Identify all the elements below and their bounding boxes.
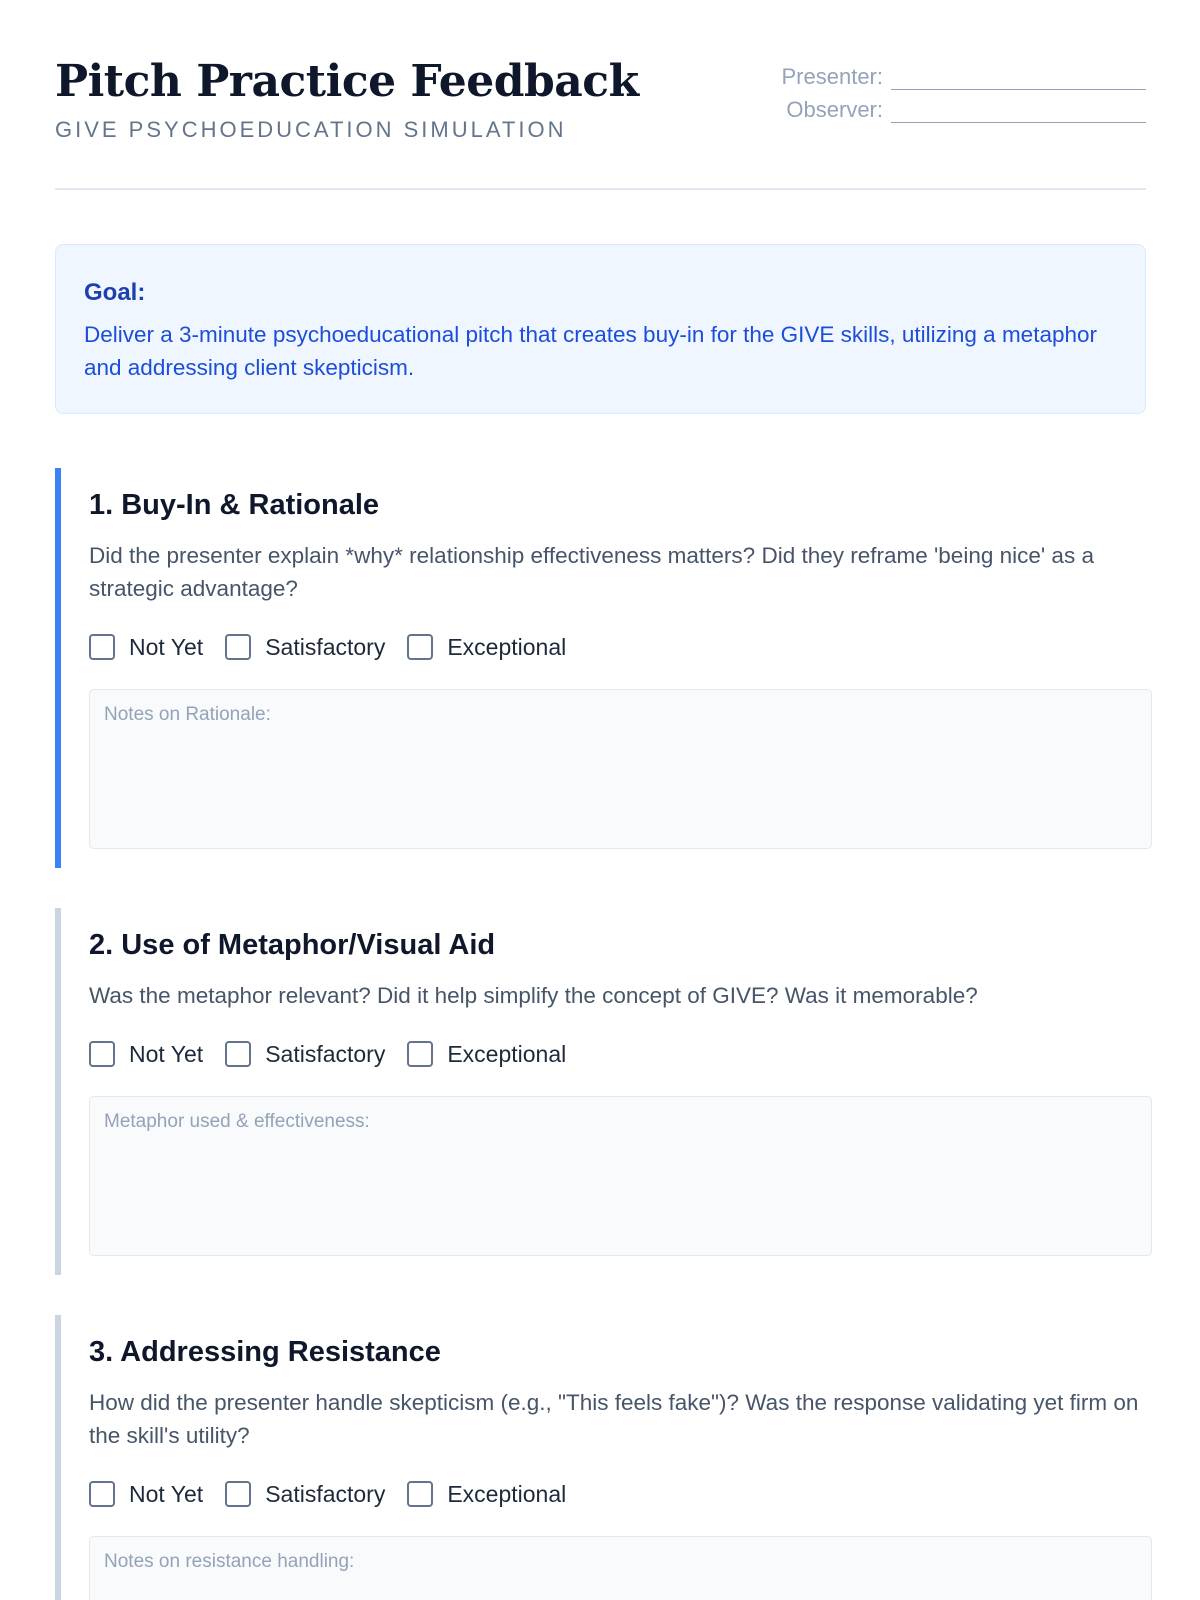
rating-label: Satisfactory — [265, 1040, 386, 1067]
presenter-label: Presenter: — [781, 64, 883, 89]
observer-field[interactable] — [891, 99, 1146, 123]
rating-satisfactory[interactable] — [225, 1041, 385, 1068]
rating-label: Exceptional — [447, 633, 567, 660]
rating-label: Not Yet — [129, 1480, 204, 1507]
meta-fields — [726, 57, 1146, 123]
notes-field[interactable]: Metaphor used & effectiveness: — [89, 1096, 1152, 1256]
notes-field[interactable]: Notes on resistance handling: — [89, 1536, 1152, 1600]
rating-not-yet[interactable] — [89, 1041, 203, 1068]
observer-label: Observer: — [786, 97, 883, 122]
rating-not-yet[interactable] — [89, 1481, 203, 1508]
observer-row — [726, 90, 1146, 123]
section-buy-in — [55, 468, 1146, 868]
rating-label: Not Yet — [129, 1040, 204, 1067]
rating-group — [89, 1038, 1146, 1070]
rating-group — [89, 1478, 1146, 1510]
rating-group — [89, 631, 1146, 663]
rating-label: Exceptional — [447, 1040, 567, 1067]
rating-satisfactory[interactable] — [225, 1481, 385, 1508]
rating-exceptional[interactable] — [407, 1041, 566, 1068]
checkbox[interactable] — [89, 1041, 115, 1067]
section-title: 3. Addressing Resistance — [89, 1336, 441, 1368]
section-title: 1. Buy-In & Rationale — [89, 489, 380, 521]
checkbox[interactable] — [407, 1481, 433, 1507]
rating-label: Exceptional — [447, 1480, 567, 1507]
section-description: Was the metaphor relevant? Did it help simplify the concept of GIVE? Was it memorable? — [89, 983, 978, 1008]
rating-exceptional[interactable] — [407, 634, 566, 661]
goal-label: Goal: — [84, 279, 146, 306]
checkbox[interactable] — [225, 634, 251, 660]
checkbox[interactable] — [407, 634, 433, 660]
section-description: How did the presenter handle skepticism (e.g., "This feels fake")? Was the response validating yet firm on the skill's utility? — [89, 1390, 1139, 1448]
rating-not-yet[interactable] — [89, 634, 203, 661]
page-header — [55, 0, 1146, 190]
checkbox[interactable] — [89, 634, 115, 660]
page-title: Pitch Practice Feedback — [55, 56, 639, 107]
checkbox[interactable] — [225, 1481, 251, 1507]
goal-box — [55, 244, 1146, 414]
checkbox[interactable] — [225, 1041, 251, 1067]
section-metaphor — [55, 908, 1146, 1275]
section-description: Did the presenter explain *why* relationship effectiveness matters? Did they reframe 'being nice' as a strategic advantage? — [89, 543, 1094, 601]
rating-label: Satisfactory — [265, 633, 386, 660]
goal-text: Deliver a 3-minute psychoeducational pitch that creates buy-in for the GIVE skills, utilizing a metaphor and addressing client skepticism. — [84, 322, 1097, 380]
checkbox[interactable] — [407, 1041, 433, 1067]
rating-satisfactory[interactable] — [225, 634, 385, 661]
section-title: 2. Use of Metaphor/Visual Aid — [89, 929, 496, 961]
presenter-row — [726, 57, 1146, 90]
page-subtitle: GIVE PSYCHOEDUCATION SIMULATION — [55, 117, 567, 142]
notes-field[interactable]: Notes on Rationale: — [89, 689, 1152, 849]
rating-label: Satisfactory — [265, 1480, 386, 1507]
rating-exceptional[interactable] — [407, 1481, 566, 1508]
checkbox[interactable] — [89, 1481, 115, 1507]
section-resistance — [55, 1315, 1146, 1600]
rating-label: Not Yet — [129, 633, 204, 660]
presenter-field[interactable] — [891, 66, 1146, 90]
